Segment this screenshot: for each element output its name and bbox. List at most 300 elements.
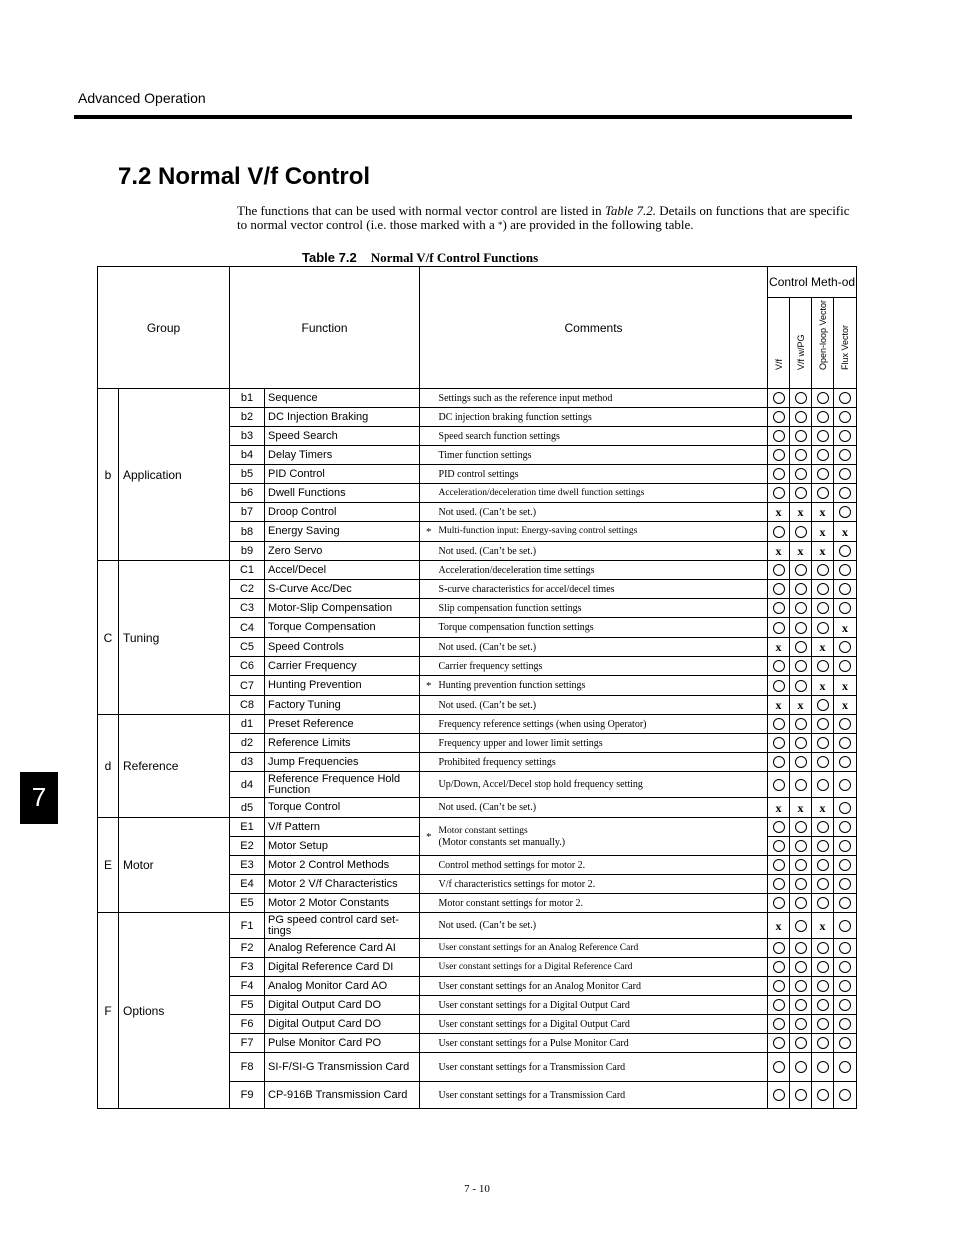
header-method-open-loop-vector: Open-loop Vector bbox=[812, 298, 834, 389]
mark-vf-pg bbox=[790, 753, 812, 772]
circle-icon bbox=[773, 980, 785, 992]
mark-vf bbox=[768, 542, 790, 561]
parameter-code: F6 bbox=[230, 1015, 265, 1034]
mark-open-loop-vector bbox=[812, 798, 834, 818]
circle-icon bbox=[795, 1089, 807, 1101]
mark-vf bbox=[768, 753, 790, 772]
function-name: Speed Search bbox=[265, 427, 420, 446]
circle-icon bbox=[839, 1018, 851, 1030]
mark-vf-pg bbox=[790, 676, 812, 696]
specific-marker: * bbox=[420, 676, 438, 696]
specific-marker: * bbox=[420, 522, 438, 542]
mark-vf bbox=[768, 484, 790, 503]
circle-icon bbox=[817, 779, 829, 791]
circle-icon bbox=[795, 840, 807, 852]
comment: Acceleration/deceleration time settings bbox=[438, 561, 768, 580]
circle-icon bbox=[839, 392, 851, 404]
mark-vf-pg bbox=[790, 958, 812, 977]
mark-flux-vector bbox=[834, 958, 857, 977]
parameter-code: F3 bbox=[230, 958, 265, 977]
mark-open-loop-vector bbox=[812, 818, 834, 837]
circle-icon bbox=[795, 737, 807, 749]
circle-icon bbox=[839, 859, 851, 871]
cross-mark: x bbox=[775, 698, 782, 712]
mark-vf-pg bbox=[790, 996, 812, 1015]
function-name: Hunting Prevention bbox=[265, 676, 420, 696]
circle-icon bbox=[795, 999, 807, 1011]
comment bbox=[438, 818, 768, 856]
mark-vf-pg bbox=[790, 427, 812, 446]
comment: Not used. (Can’t be set.) bbox=[438, 798, 768, 818]
function-name: Digital Output Card DO bbox=[265, 1015, 420, 1034]
circle-icon bbox=[773, 660, 785, 672]
parameter-code: b9 bbox=[230, 542, 265, 561]
circle-icon bbox=[773, 942, 785, 954]
specific-marker bbox=[420, 657, 438, 676]
mark-vf-pg bbox=[790, 446, 812, 465]
page-title: 7.2 Normal V/f Control bbox=[118, 163, 371, 190]
mark-open-loop-vector bbox=[812, 542, 834, 561]
circle-icon bbox=[817, 583, 829, 595]
circle-icon bbox=[839, 920, 851, 932]
circle-icon bbox=[839, 1089, 851, 1101]
mark-flux-vector bbox=[834, 638, 857, 657]
circle-icon bbox=[773, 430, 785, 442]
circle-icon bbox=[773, 583, 785, 595]
cross-mark: x bbox=[819, 544, 826, 558]
mark-open-loop-vector bbox=[812, 484, 834, 503]
mark-vf-pg bbox=[790, 484, 812, 503]
specific-marker bbox=[420, 465, 438, 484]
group-letter: C bbox=[98, 561, 119, 715]
mark-flux-vector bbox=[834, 996, 857, 1015]
mark-open-loop-vector bbox=[812, 772, 834, 798]
table-caption bbox=[302, 250, 538, 266]
mark-flux-vector bbox=[834, 484, 857, 503]
comment: User constant settings for a Digital Reference Card bbox=[438, 958, 768, 977]
circle-icon bbox=[839, 583, 851, 595]
mark-open-loop-vector bbox=[812, 618, 834, 638]
mark-vf bbox=[768, 734, 790, 753]
circle-icon bbox=[773, 1037, 785, 1049]
mark-open-loop-vector bbox=[812, 996, 834, 1015]
circle-icon bbox=[773, 1061, 785, 1073]
mark-flux-vector bbox=[834, 446, 857, 465]
mark-vf-pg bbox=[790, 408, 812, 427]
circle-icon bbox=[839, 641, 851, 653]
parameter-code: C6 bbox=[230, 657, 265, 676]
comment: Acceleration/deceleration time dwell function settings bbox=[438, 484, 768, 503]
function-name: Analog Reference Card AI bbox=[265, 939, 420, 958]
group-name: Options bbox=[119, 913, 230, 1109]
mark-vf-pg bbox=[790, 503, 812, 522]
comment: User constant settings for a Digital Output Card bbox=[438, 1015, 768, 1034]
circle-icon bbox=[839, 487, 851, 499]
parameter-code: b2 bbox=[230, 408, 265, 427]
comment: User constant settings for a Digital Output Card bbox=[438, 996, 768, 1015]
header-method-vf: V/f bbox=[768, 298, 790, 389]
mark-vf bbox=[768, 696, 790, 715]
function-name: DC Injection Braking bbox=[265, 408, 420, 427]
circle-icon bbox=[839, 718, 851, 730]
circle-icon bbox=[817, 999, 829, 1011]
circle-icon bbox=[795, 1061, 807, 1073]
cross-mark: x bbox=[819, 640, 826, 654]
circle-icon bbox=[773, 468, 785, 480]
circle-icon bbox=[795, 487, 807, 499]
specific-marker bbox=[420, 977, 438, 996]
mark-flux-vector bbox=[834, 798, 857, 818]
function-name: Reference Frequence Hold Function bbox=[265, 772, 420, 798]
mark-open-loop-vector bbox=[812, 1034, 834, 1053]
mark-flux-vector bbox=[834, 913, 857, 939]
cross-mark: x bbox=[819, 800, 826, 815]
mark-open-loop-vector bbox=[812, 837, 834, 856]
circle-icon bbox=[839, 980, 851, 992]
cross-mark: x bbox=[842, 678, 849, 693]
group-letter: F bbox=[98, 913, 119, 1109]
circle-icon bbox=[795, 564, 807, 576]
circle-icon bbox=[773, 821, 785, 833]
comment: Carrier frequency settings bbox=[438, 657, 768, 676]
group-letter: E bbox=[98, 818, 119, 913]
cross-mark: x bbox=[775, 544, 782, 558]
circle-icon bbox=[839, 840, 851, 852]
specific-marker bbox=[420, 734, 438, 753]
mark-open-loop-vector bbox=[812, 427, 834, 446]
function-name: V/f Pattern bbox=[265, 818, 420, 837]
comment: Not used. (Can’t be set.) bbox=[438, 638, 768, 657]
function-name: Digital Output Card DO bbox=[265, 996, 420, 1015]
parameter-code: d1 bbox=[230, 715, 265, 734]
function-name: Torque Control bbox=[265, 798, 420, 818]
cross-mark: x bbox=[797, 698, 804, 712]
parameter-code: b8 bbox=[230, 522, 265, 542]
mark-open-loop-vector bbox=[812, 446, 834, 465]
mark-vf bbox=[768, 837, 790, 856]
mark-flux-vector bbox=[834, 522, 857, 542]
comment: User constant settings for a Transmission Card bbox=[438, 1082, 768, 1109]
circle-icon bbox=[773, 564, 785, 576]
specific-marker bbox=[420, 542, 438, 561]
specific-marker bbox=[420, 599, 438, 618]
cross-mark: x bbox=[775, 505, 782, 519]
mark-vf bbox=[768, 580, 790, 599]
circle-icon bbox=[839, 942, 851, 954]
function-name: Zero Servo bbox=[265, 542, 420, 561]
comment: Not used. (Can’t be set.) bbox=[438, 542, 768, 561]
circle-icon bbox=[839, 564, 851, 576]
cross-mark: x bbox=[775, 918, 782, 933]
mark-vf bbox=[768, 875, 790, 894]
function-name: Droop Control bbox=[265, 503, 420, 522]
mark-open-loop-vector bbox=[812, 734, 834, 753]
intro-star: * bbox=[498, 220, 503, 230]
parameter-code: b4 bbox=[230, 446, 265, 465]
mark-vf bbox=[768, 465, 790, 484]
circle-icon bbox=[817, 622, 829, 634]
circle-icon bbox=[817, 411, 829, 423]
mark-vf-pg bbox=[790, 465, 812, 484]
mark-vf-pg bbox=[790, 599, 812, 618]
circle-icon bbox=[839, 802, 851, 814]
parameter-code: d3 bbox=[230, 753, 265, 772]
mark-flux-vector bbox=[834, 875, 857, 894]
functions-table bbox=[97, 266, 857, 1109]
specific-marker bbox=[420, 996, 438, 1015]
comment: Prohibited frequency settings bbox=[438, 753, 768, 772]
mark-flux-vector bbox=[834, 580, 857, 599]
mark-flux-vector bbox=[834, 1082, 857, 1109]
cross-mark: x bbox=[819, 918, 826, 933]
parameter-code: E4 bbox=[230, 875, 265, 894]
circle-icon bbox=[839, 897, 851, 909]
mark-vf bbox=[768, 772, 790, 798]
mark-open-loop-vector bbox=[812, 599, 834, 618]
mark-open-loop-vector bbox=[812, 676, 834, 696]
specific-marker bbox=[420, 958, 438, 977]
mark-vf bbox=[768, 894, 790, 913]
function-name: Preset Reference bbox=[265, 715, 420, 734]
cross-mark: x bbox=[842, 524, 849, 539]
specific-marker bbox=[420, 503, 438, 522]
circle-icon bbox=[795, 961, 807, 973]
specific-marker bbox=[420, 638, 438, 657]
parameter-code: b5 bbox=[230, 465, 265, 484]
circle-icon bbox=[795, 680, 807, 692]
circle-icon bbox=[795, 756, 807, 768]
mark-vf-pg bbox=[790, 818, 812, 837]
parameter-code: F4 bbox=[230, 977, 265, 996]
comment: User constant settings for a Transmission Card bbox=[438, 1053, 768, 1082]
mark-vf bbox=[768, 996, 790, 1015]
parameter-code: b1 bbox=[230, 389, 265, 408]
circle-icon bbox=[795, 779, 807, 791]
mark-vf bbox=[768, 1082, 790, 1109]
function-name: Torque Compensation bbox=[265, 618, 420, 638]
cross-mark: x bbox=[842, 620, 849, 635]
circle-icon bbox=[817, 392, 829, 404]
cross-mark: x bbox=[775, 800, 782, 815]
function-name: Reference Limits bbox=[265, 734, 420, 753]
function-name: Pulse Monitor Card PO bbox=[265, 1034, 420, 1053]
comment: Speed search function settings bbox=[438, 427, 768, 446]
parameter-code: C1 bbox=[230, 561, 265, 580]
circle-icon bbox=[773, 840, 785, 852]
circle-icon bbox=[773, 526, 785, 538]
circle-icon bbox=[817, 737, 829, 749]
circle-icon bbox=[817, 602, 829, 614]
circle-icon bbox=[795, 468, 807, 480]
mark-vf bbox=[768, 638, 790, 657]
circle-icon bbox=[817, 699, 829, 711]
mark-vf bbox=[768, 503, 790, 522]
circle-icon bbox=[817, 468, 829, 480]
circle-icon bbox=[817, 1061, 829, 1073]
mark-vf bbox=[768, 856, 790, 875]
page-number: 7 - 10 bbox=[464, 1183, 490, 1195]
group-name: Application bbox=[119, 389, 230, 561]
comment: Control method settings for motor 2. bbox=[438, 856, 768, 875]
mark-flux-vector bbox=[834, 676, 857, 696]
table-row bbox=[98, 913, 857, 939]
parameter-code: F1 bbox=[230, 913, 265, 939]
parameter-code: C8 bbox=[230, 696, 265, 715]
mark-open-loop-vector bbox=[812, 561, 834, 580]
circle-icon bbox=[839, 449, 851, 461]
comment: Not used. (Can’t be set.) bbox=[438, 503, 768, 522]
comment: DC injection braking function settings bbox=[438, 408, 768, 427]
mark-flux-vector bbox=[834, 818, 857, 837]
parameter-code: d5 bbox=[230, 798, 265, 818]
mark-open-loop-vector bbox=[812, 638, 834, 657]
function-name: Delay Timers bbox=[265, 446, 420, 465]
comment: Timer function settings bbox=[438, 446, 768, 465]
mark-flux-vector bbox=[834, 939, 857, 958]
mark-vf-pg bbox=[790, 1034, 812, 1053]
mark-vf-pg bbox=[790, 977, 812, 996]
function-name: Speed Controls bbox=[265, 638, 420, 657]
cross-mark: x bbox=[819, 678, 826, 693]
circle-icon bbox=[773, 779, 785, 791]
mark-flux-vector bbox=[834, 696, 857, 715]
mark-open-loop-vector bbox=[812, 1082, 834, 1109]
function-name: Digital Reference Card DI bbox=[265, 958, 420, 977]
chapter-tab: 7 bbox=[20, 772, 58, 824]
header-comments: Comments bbox=[420, 267, 768, 389]
parameter-code: C3 bbox=[230, 599, 265, 618]
mark-vf bbox=[768, 561, 790, 580]
cross-mark: x bbox=[775, 640, 782, 654]
comment-line-1: Motor constant settings bbox=[438, 825, 528, 836]
specific-marker bbox=[420, 561, 438, 580]
function-name: CP-916B Transmission Card bbox=[265, 1082, 420, 1109]
cross-mark: x bbox=[797, 544, 804, 558]
specific-marker bbox=[420, 798, 438, 818]
comment: Frequency reference settings (when using Operator) bbox=[438, 715, 768, 734]
specific-marker bbox=[420, 446, 438, 465]
circle-icon bbox=[839, 545, 851, 557]
comment: Torque compensation function settings bbox=[438, 618, 768, 638]
mark-vf bbox=[768, 427, 790, 446]
mark-vf-pg bbox=[790, 561, 812, 580]
mark-vf-pg bbox=[790, 913, 812, 939]
circle-icon bbox=[817, 878, 829, 890]
mark-vf-pg bbox=[790, 837, 812, 856]
parameter-code: E5 bbox=[230, 894, 265, 913]
mark-vf-pg bbox=[790, 734, 812, 753]
mark-vf-pg bbox=[790, 389, 812, 408]
function-name: Carrier Frequency bbox=[265, 657, 420, 676]
comment: Slip compensation function settings bbox=[438, 599, 768, 618]
mark-open-loop-vector bbox=[812, 913, 834, 939]
mark-flux-vector bbox=[834, 1015, 857, 1034]
circle-icon bbox=[773, 718, 785, 730]
mark-flux-vector bbox=[834, 465, 857, 484]
function-name: PG speed control card set-tings bbox=[265, 913, 420, 939]
table-row bbox=[98, 389, 857, 408]
mark-open-loop-vector bbox=[812, 503, 834, 522]
mark-vf-pg bbox=[790, 542, 812, 561]
circle-icon bbox=[839, 660, 851, 672]
function-name: Jump Frequencies bbox=[265, 753, 420, 772]
function-name: S-Curve Acc/Dec bbox=[265, 580, 420, 599]
circle-icon bbox=[795, 859, 807, 871]
circle-icon bbox=[817, 756, 829, 768]
circle-icon bbox=[839, 756, 851, 768]
mark-open-loop-vector bbox=[812, 977, 834, 996]
specific-marker bbox=[420, 618, 438, 638]
mark-flux-vector bbox=[834, 618, 857, 638]
mark-vf-pg bbox=[790, 1015, 812, 1034]
header-function: Function bbox=[230, 267, 420, 389]
specific-marker bbox=[420, 939, 438, 958]
circle-icon bbox=[817, 430, 829, 442]
intro-text-3: ) are provided in the following table. bbox=[502, 217, 694, 232]
parameter-code: E3 bbox=[230, 856, 265, 875]
comment: Not used. (Can’t be set.) bbox=[438, 913, 768, 939]
specific-marker bbox=[420, 484, 438, 503]
mark-vf-pg bbox=[790, 894, 812, 913]
mark-vf-pg bbox=[790, 798, 812, 818]
circle-icon bbox=[773, 737, 785, 749]
circle-icon bbox=[795, 526, 807, 538]
mark-open-loop-vector bbox=[812, 939, 834, 958]
circle-icon bbox=[795, 980, 807, 992]
mark-vf bbox=[768, 599, 790, 618]
circle-icon bbox=[773, 487, 785, 499]
function-name: Dwell Functions bbox=[265, 484, 420, 503]
circle-icon bbox=[795, 622, 807, 634]
mark-flux-vector bbox=[834, 427, 857, 446]
mark-vf-pg bbox=[790, 875, 812, 894]
comment: PID control settings bbox=[438, 465, 768, 484]
group-letter: b bbox=[98, 389, 119, 561]
mark-vf-pg bbox=[790, 772, 812, 798]
function-name: Motor 2 Motor Constants bbox=[265, 894, 420, 913]
mark-vf-pg bbox=[790, 638, 812, 657]
header-rule bbox=[74, 115, 852, 119]
circle-icon bbox=[795, 641, 807, 653]
mark-open-loop-vector bbox=[812, 408, 834, 427]
circle-icon bbox=[817, 942, 829, 954]
mark-flux-vector bbox=[834, 561, 857, 580]
specific-marker bbox=[420, 1082, 438, 1109]
parameter-code: F5 bbox=[230, 996, 265, 1015]
function-name: SI-F/SI-G Transmission Card bbox=[265, 1053, 420, 1082]
function-name: PID Control bbox=[265, 465, 420, 484]
specific-marker bbox=[420, 894, 438, 913]
cross-mark: x bbox=[797, 800, 804, 815]
circle-icon bbox=[773, 756, 785, 768]
mark-flux-vector bbox=[834, 734, 857, 753]
cross-mark: x bbox=[797, 505, 804, 519]
circle-icon bbox=[795, 392, 807, 404]
parameter-code: C4 bbox=[230, 618, 265, 638]
circle-icon bbox=[795, 430, 807, 442]
header-method-flux-vector: Flux Vector bbox=[834, 298, 857, 389]
circle-icon bbox=[773, 392, 785, 404]
specific-marker bbox=[420, 696, 438, 715]
comment: Hunting prevention function settings bbox=[438, 676, 768, 696]
parameter-code: b6 bbox=[230, 484, 265, 503]
circle-icon bbox=[795, 602, 807, 614]
circle-icon bbox=[773, 1089, 785, 1101]
mark-vf-pg bbox=[790, 856, 812, 875]
circle-icon bbox=[839, 430, 851, 442]
specific-marker bbox=[420, 1015, 438, 1034]
mark-flux-vector bbox=[834, 894, 857, 913]
